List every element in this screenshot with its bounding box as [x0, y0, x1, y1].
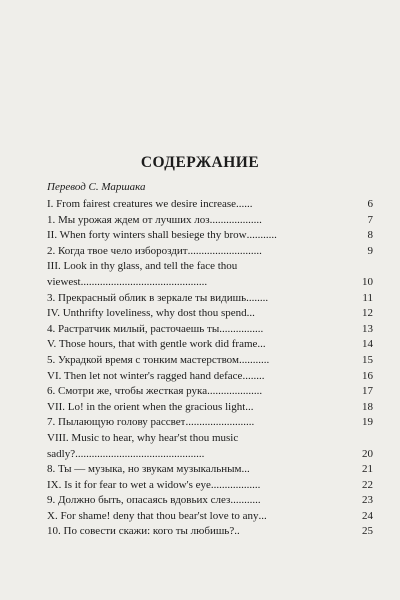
toc-dot-leader: ......	[236, 198, 253, 210]
toc-dot-leader: ....................	[207, 385, 263, 398]
toc-entry	[47, 384, 373, 400]
toc-page-number: 7	[367, 213, 373, 226]
toc-entry-line	[47, 493, 373, 509]
toc-page-number: 19	[362, 416, 373, 429]
toc-entry-line	[47, 228, 373, 244]
toc-entry-line	[47, 244, 373, 260]
toc-entry	[47, 291, 373, 307]
toc-entry	[47, 259, 373, 290]
toc-entry	[47, 400, 373, 416]
toc-entry	[47, 369, 373, 385]
toc-title: СОДЕРЖАНИЕ	[140, 154, 260, 171]
toc-entry-text: VI. Then let not winter's ragged hand deface	[47, 369, 243, 382]
toc-dot-leader: ..	[234, 525, 240, 538]
toc-entry	[47, 431, 373, 462]
toc-entry-line	[47, 478, 373, 494]
toc-dot-leader: ........	[242, 369, 265, 382]
toc-entry-text: VIII. Music to hear, why hear'st thou music	[47, 431, 239, 444]
toc-page-number: 23	[362, 494, 373, 507]
toc-page-number: 24	[362, 509, 373, 522]
toc-entry	[47, 228, 373, 244]
toc-entry-text: IV. Unthrifty loveliness, why dost thou spend	[47, 307, 247, 320]
toc-page-number: 14	[362, 338, 373, 351]
toc-page-number: 8	[367, 229, 373, 242]
toc-entry	[47, 244, 373, 260]
toc-entry	[47, 509, 373, 525]
toc-dot-leader: ...	[246, 307, 255, 320]
toc-page-number: 22	[362, 478, 373, 491]
toc-entry-text: sadly?	[47, 447, 76, 460]
toc-entry	[47, 197, 373, 213]
toc-page-number: 12	[362, 307, 373, 320]
toc-entry	[47, 337, 373, 353]
toc-dot-leader: ..............................................	[80, 275, 208, 288]
toc-entry-line	[47, 259, 373, 275]
toc-page-number: 6	[367, 198, 373, 210]
toc-page-number: 20	[362, 447, 373, 460]
toc-dot-leader: ........	[246, 291, 269, 304]
toc-dot-leader: ...	[241, 463, 250, 476]
toc-entry	[47, 524, 373, 540]
toc-entry-text: 10. По совести скажи: кого ты любишь?	[47, 525, 235, 538]
toc-entry-text: I. From fairest creatures we desire increase	[47, 198, 237, 210]
toc-entry	[47, 415, 373, 431]
toc-entry-line	[47, 431, 373, 447]
toc-entry-text: 1. Мы урожая ждем от лучших лоз	[47, 213, 210, 226]
toc-page-number: 18	[362, 400, 373, 413]
toc-entry-line	[47, 400, 373, 416]
toc-page-number: 10	[362, 275, 373, 288]
toc-entry	[47, 322, 373, 338]
toc-entry-line	[47, 306, 373, 322]
toc-entry	[47, 353, 373, 369]
toc-page-number: 15	[362, 353, 373, 366]
toc-entry-text: X. For shame! deny that thou bear'st love to any	[47, 509, 259, 522]
toc-dot-leader: ...........	[246, 229, 277, 242]
toc-dot-leader: ...	[245, 400, 254, 413]
toc-entry-line	[47, 322, 373, 338]
toc-entry	[47, 213, 373, 229]
toc-dot-leader: ................	[219, 322, 264, 335]
toc-page-number: 17	[362, 385, 373, 398]
toc-entry-text: 6. Смотри же, чтобы жесткая рука	[47, 385, 208, 398]
toc-entry-line	[47, 447, 373, 463]
toc-entry	[47, 493, 373, 509]
toc-entry-text: 9. Должно быть, опасаясь вдовьих слез	[47, 494, 231, 507]
toc-entry	[47, 306, 373, 322]
toc-entry-line	[47, 275, 373, 291]
toc-entry-text: 5. Украдкой время с тонким мастерством	[47, 353, 239, 366]
toc-entry-text: 8. Ты — музыка, но звукам музыкальным	[47, 463, 242, 476]
toc-entry-line	[47, 415, 373, 431]
toc-dot-leader: ...	[258, 509, 267, 522]
toc-dot-leader: ...............................................	[75, 447, 205, 460]
toc-dot-leader: ...........	[230, 494, 261, 507]
toc-entry-text: IX. Is it for fear to wet a widow's eye	[47, 478, 211, 491]
toc-page-number: 16	[362, 369, 373, 382]
toc-entry-line	[47, 524, 373, 540]
toc-entry-text: 3. Прекрасный облик в зеркале ты видишь	[47, 291, 247, 304]
toc-entry-line	[47, 197, 373, 213]
toc-entry-text: 7. Пылающую голову рассвет	[47, 416, 186, 429]
toc-entry-line	[47, 369, 373, 385]
toc-entry-line	[47, 384, 373, 400]
toc-entry-text: 2. Когда твое чело избороздит	[47, 244, 188, 257]
toc-entry-line	[47, 213, 373, 229]
toc-entry-text: III. Look in thy glass, and tell the face thou	[47, 260, 238, 273]
toc-dot-leader: .........................	[185, 416, 255, 429]
toc-dot-leader: ...	[257, 338, 266, 351]
toc-entry-text: II. When forty winters shall besiege thy brow	[47, 229, 247, 242]
toc-dot-leader: ...........................	[187, 244, 262, 257]
toc-page-number: 9	[367, 244, 373, 257]
toc-dot-leader: ..................	[210, 478, 261, 491]
toc-entry-text: VII. Lo! in the orient when the gracious light	[47, 400, 246, 413]
toc-entry-text: viewest	[47, 275, 81, 288]
toc-entry-line	[47, 291, 373, 307]
toc-entry-line	[47, 353, 373, 369]
toc-subtitle: Перевод С. Маршака	[47, 181, 146, 193]
toc-entry-line	[47, 509, 373, 525]
toc-entry-text: 4. Растратчик милый, расточаешь ты	[47, 322, 220, 335]
toc-dot-leader: ...................	[209, 213, 262, 226]
toc-list	[47, 197, 373, 540]
toc-page-number: 13	[362, 322, 373, 335]
toc-dot-leader: ...........	[238, 353, 270, 366]
toc-page-number: 21	[362, 463, 373, 476]
toc-entry	[47, 462, 373, 478]
toc-entry-text: V. Those hours, that with gentle work did frame	[47, 338, 258, 351]
toc-entry-line	[47, 462, 373, 478]
toc-page-number: 25	[362, 525, 373, 538]
toc-page-number: 11	[362, 291, 373, 304]
toc-entry-line	[47, 337, 373, 353]
toc-entry	[47, 478, 373, 494]
